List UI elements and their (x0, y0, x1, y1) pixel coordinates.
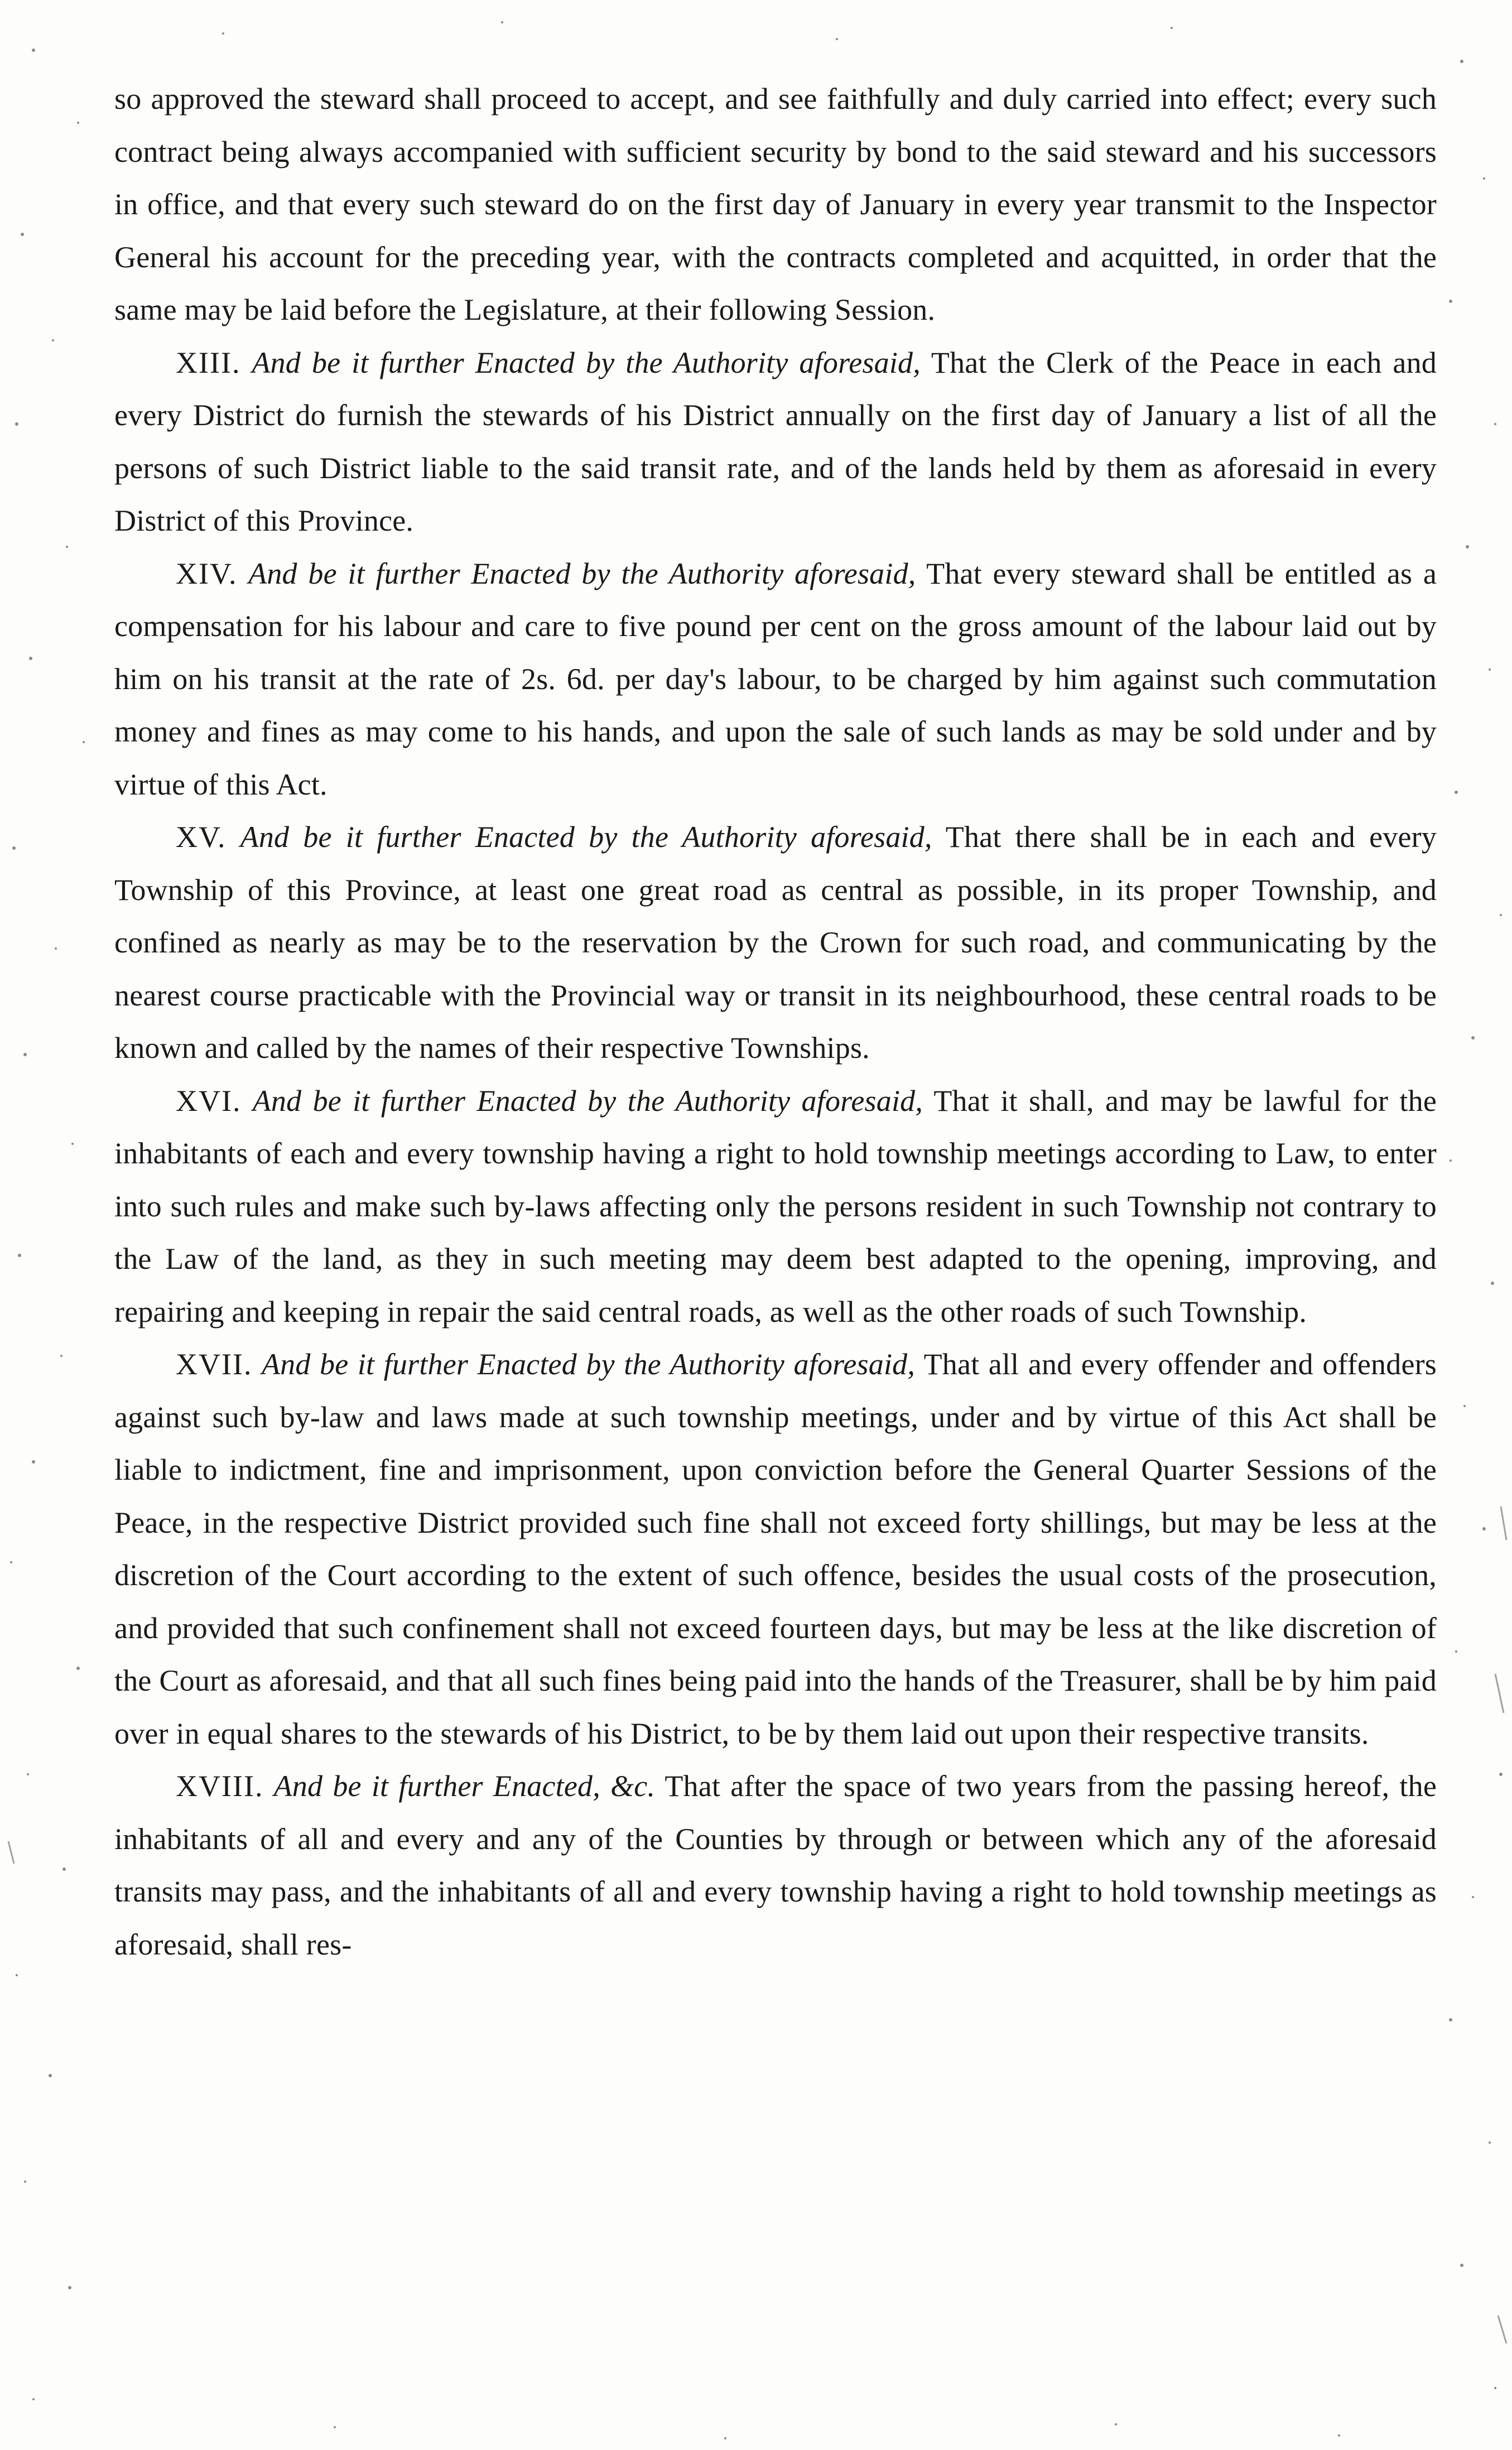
section-number: XVII. (176, 1347, 253, 1381)
section-xv (114, 811, 1437, 1075)
section-number: XIV. (176, 556, 238, 590)
section-text: That after the space of two years from the passing hereof, the inhabitants of all and every and any of the Counties by through or between which any of the aforesaid transits may pass, and the inhabitants of all and every township having a right to hold township meetings as aforesaid, shall res- (114, 1769, 1437, 1961)
enacting-clause: And be it further Enacted by the Authority aforesaid, (248, 556, 916, 590)
enacting-clause: And be it further Enacted by the Authority aforesaid, (261, 1347, 916, 1381)
section-xviii (114, 1760, 1437, 1971)
section-xvii (114, 1338, 1437, 1760)
section-number: XVIII. (176, 1769, 264, 1803)
section-xvi (114, 1075, 1437, 1339)
section-number: XIII. (176, 345, 241, 379)
enacting-clause: And be it further Enacted by the Authority aforesaid, (252, 345, 921, 379)
section-text: That the Clerk of the Peace in each and every District do furnish the stewards of his District annually on the first day of January a list of all the persons of such District liable to the said transit rate, and of the lands held by them as aforesaid in every District of this Province. (114, 345, 1437, 537)
section-xiii (114, 336, 1437, 547)
intro-paragraph: so approved the steward shall proceed to accept, and see faithfully and duly carried into effect; every such contract being always accompanied with sufficient security by bond to the said steward and his successors in office, and that every such steward do on the first day of January in every year transmit to the Inspector General his account for the preceding year, with the contracts completed and acquitted, in order that the same may be laid before the Legislature, at their following Session. (114, 82, 1437, 326)
section-number: XVI. (176, 1084, 242, 1118)
enacting-clause: And be it further Enacted by the Authority aforesaid, (240, 820, 932, 854)
section-text: That every steward shall be entitled as a compensation for his labour and care to five pound per cent on the gross amount of the labour laid out by him on his transit at the rate of 2s. 6d. per day's labour, to be charged by him against such commutation money and fines as may come to his hands, and upon the sale of such lands as may be sold under and by virtue of this Act. (114, 556, 1437, 801)
section-text: That it shall, and may be lawful for the inhabitants of each and every township having a right to hold township meetings according to Law, to enter into such rules and make such by-laws affecting only the persons resident in such Township not contrary to the Law of the land, as they in such meeting may deem best adapted to the opening, improving, and repairing and keeping in repair the said central roads, as well as the other roads of such Township. (114, 1084, 1437, 1329)
enacting-clause: And be it further Enacted by the Authority aforesaid, (252, 1084, 923, 1118)
section-xiv (114, 547, 1437, 811)
enacting-clause: And be it further Enacted, &c. (273, 1769, 656, 1803)
section-text: That there shall be in each and every Township of this Province, at least one great road as central as possible, in its proper Township, and confined as nearly as may be to the reservation by the Crown for such road, and communicating by the nearest course practicable with the Provincial way or transit in its neighbourhood, these central roads to be known and called by the names of their respective Townships. (114, 820, 1437, 1065)
section-text: That all and every offender and offenders against such by-law and laws made at such township meetings, under and by virtue of this Act shall be liable to indictment, fine and imprisonment, upon conviction before the General Quarter Sessions of the Peace, in the respective District provided such fine shall not exceed forty shillings, but may be less at the discretion of the Court according to the extent of such offence, besides the usual costs of the prosecution, and provided that such confinement shall not exceed fourteen days, but may be less at the like discretion of the Court as aforesaid, and that all such fines being paid into the hands of the Treasurer, shall be by him paid over in equal shares to the stewards of his District, to be by them laid out upon their respective transits. (114, 1347, 1437, 1750)
body-text (114, 73, 1437, 1971)
section-number: XV. (176, 820, 227, 854)
